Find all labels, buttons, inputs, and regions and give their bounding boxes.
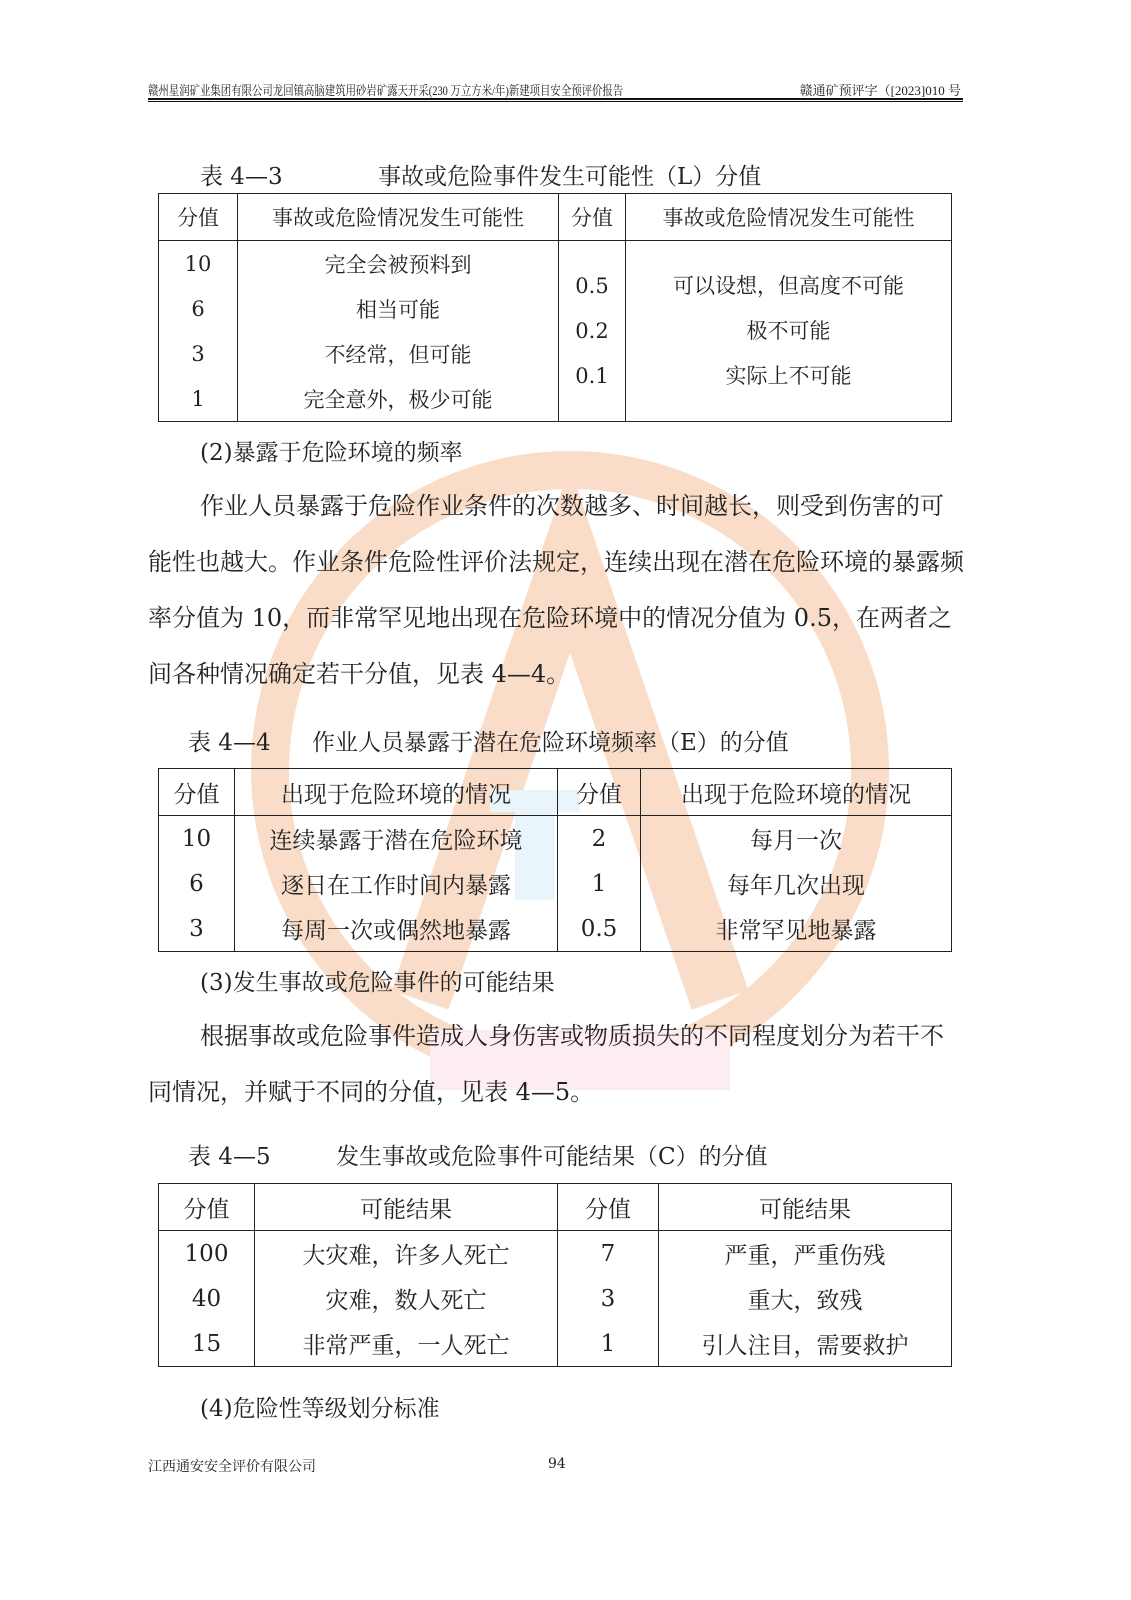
table-cell: 每年几次出现 <box>641 861 952 906</box>
table-header: 分值 <box>159 194 238 241</box>
table-cell: 逐日在工作时间内暴露 <box>235 861 558 906</box>
table-header: 出现于危险环境的情况 <box>235 769 558 816</box>
table-cell: 不经常，但可能 <box>238 331 559 376</box>
section-heading: (4)危险性等级划分标准 <box>200 1396 440 1422</box>
table-row <box>159 1321 952 1367</box>
table-header: 分值 <box>559 194 626 241</box>
table-4-3 <box>158 193 952 422</box>
table-cell-value: 0.5 <box>575 273 609 298</box>
table-cell-value: 可以设想，但高度不可能 <box>673 273 904 298</box>
table-cell: 40 <box>159 1276 255 1321</box>
paragraph: 作业人员暴露于危险作业条件的次数越多、时间越长，则受到伤害的可能性也越大。作业条件危险性评价法规定，连续出现在潜在危险环境的暴露频率分值为 10，而非常罕见地出现在危险环境中的情况分值为 0.5，在两者之间各种情况确定若干分值，见表 4—4。 <box>148 492 964 688</box>
table-cell: 非常严重，一人死亡 <box>255 1321 558 1367</box>
table-row <box>159 816 952 862</box>
table-cell: 1 <box>558 1321 659 1367</box>
table-cell: 10 <box>159 241 238 287</box>
table-cell: 相当可能 <box>238 286 559 331</box>
table44-caption: 作业人员暴露于潜在危险环境频率（E）的分值 <box>312 730 789 756</box>
table-cell: 完全会被预料到 <box>238 241 559 287</box>
table-4-5 <box>158 1183 952 1367</box>
table-cell: 2 <box>558 816 641 862</box>
table-4-4 <box>158 768 952 952</box>
header-title: 赣州星润矿业集团有限公司龙回镇高脑建筑用砂岩矿露天开采(230 万立方米/年)新建项目安全预评价报告 <box>148 83 624 98</box>
table-cell: 3 <box>159 331 238 376</box>
table-cell: 100 <box>159 1231 255 1277</box>
table-cell-value: 实际上不可能 <box>725 363 852 388</box>
table-cell <box>559 241 626 422</box>
table-cell: 1 <box>159 376 238 422</box>
table-cell: 每月一次 <box>641 816 952 862</box>
table-row <box>159 1231 952 1277</box>
table-header: 分值 <box>159 769 235 816</box>
table-header: 分值 <box>558 769 641 816</box>
table-header: 可能结果 <box>659 1184 952 1231</box>
table-cell: 每周一次或偶然地暴露 <box>235 906 558 952</box>
table-cell: 非常罕见地暴露 <box>641 906 952 952</box>
table-cell-value: 0.2 <box>575 318 609 343</box>
table-cell-value: 0.1 <box>575 363 609 388</box>
table-header: 事故或危险情况发生可能性 <box>238 194 559 241</box>
section-heading: (3)发生事故或危险事件的可能结果 <box>200 970 555 996</box>
table43-caption-number: 表 4—3 <box>200 164 283 190</box>
table-cell <box>626 241 952 422</box>
table-header: 出现于危险环境的情况 <box>641 769 952 816</box>
table-cell: 灾难，数人死亡 <box>255 1276 558 1321</box>
footer-company: 江西通安安全评价有限公司 <box>148 1459 316 1475</box>
table-cell: 大灾难，许多人死亡 <box>255 1231 558 1277</box>
table44-caption-number: 表 4—4 <box>188 730 271 756</box>
table-header: 分值 <box>558 1184 659 1231</box>
table-row <box>159 861 952 906</box>
paragraph: 根据事故或危险事件造成人身伤害或物质损失的不同程度划分为若干不同情况，并赋于不同的分值，见表 4—5。 <box>148 1022 944 1106</box>
table-cell: 7 <box>558 1231 659 1277</box>
table45-caption: 发生事故或危险事件可能结果（C）的分值 <box>336 1144 768 1170</box>
table-cell: 重大，致残 <box>659 1276 952 1321</box>
table-cell: 15 <box>159 1321 255 1367</box>
table-cell: 6 <box>159 286 238 331</box>
table-cell: 6 <box>159 861 235 906</box>
table-cell: 0.5 <box>558 906 641 952</box>
page-number: 94 <box>548 1456 566 1472</box>
table-cell: 3 <box>159 906 235 952</box>
table-cell: 3 <box>558 1276 659 1321</box>
table-cell: 引人注目，需要救护 <box>659 1321 952 1367</box>
table45-caption-number: 表 4—5 <box>188 1144 271 1170</box>
table-header: 事故或危险情况发生可能性 <box>626 194 952 241</box>
table-cell-value: 极不可能 <box>746 318 831 343</box>
table-row <box>159 1276 952 1321</box>
table-header: 可能结果 <box>255 1184 558 1231</box>
table-row <box>159 906 952 952</box>
table-cell: 完全意外，极少可能 <box>238 376 559 422</box>
table-cell: 严重，严重伤残 <box>659 1231 952 1277</box>
section-heading: (2)暴露于危险环境的频率 <box>200 440 463 466</box>
table-header: 分值 <box>159 1184 255 1231</box>
table-cell: 1 <box>558 861 641 906</box>
table-cell: 10 <box>159 816 235 862</box>
table-cell: 连续暴露于潜在危险环境 <box>235 816 558 862</box>
table43-caption: 事故或危险事件发生可能性（L）分值 <box>378 164 762 190</box>
header-doc-number: 赣通矿预评字（[2023]010 号 <box>799 83 961 98</box>
